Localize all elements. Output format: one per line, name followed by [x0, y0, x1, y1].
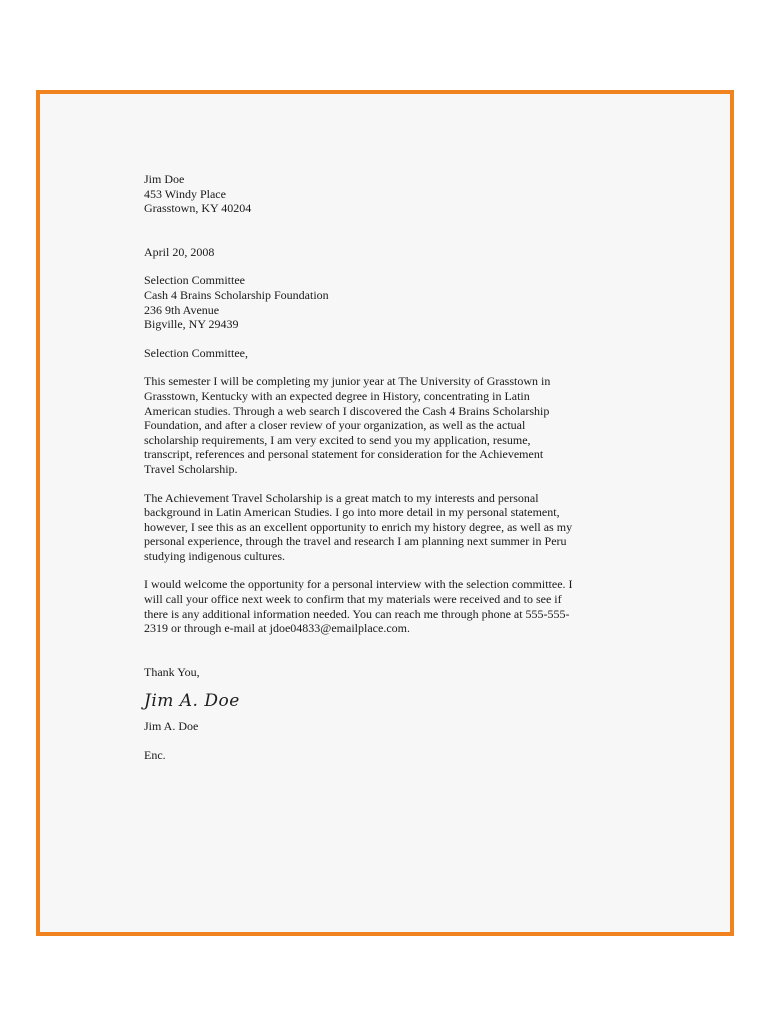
recipient-line-1: Selection Committee: [144, 273, 245, 288]
letter-date: April 20, 2008: [144, 244, 215, 259]
paragraph-line: however, I see this as an excellent opportunity to enrich my history degree, as well as my: [144, 519, 573, 534]
recipient-line-3: 236 9th Avenue: [144, 302, 220, 317]
paragraph-3: [144, 577, 634, 635]
sender-name: Jim Doe: [144, 172, 185, 186]
paragraph-line: studying indigenous cultures.: [144, 548, 285, 563]
letter-body: [144, 172, 634, 763]
paragraph-line: scholarship requirements, I am very excited to send you my application, resume,: [144, 432, 531, 447]
sender-address: [144, 172, 634, 216]
recipient-address: [144, 273, 634, 331]
enclosure: Enc.: [144, 748, 166, 763]
paragraph-line: personal experience, through the travel and research I am planning next summer in Peru: [144, 534, 567, 549]
paragraph-line: American studies. Through a web search I discovered the Cash 4 Brains Scholarship: [144, 403, 550, 418]
paragraph-line: Foundation, and after a closer review of your organization, as well as the actual: [144, 418, 526, 433]
paragraph-line: The Achievement Travel Scholarship is a great match to my interests and personal: [144, 490, 539, 505]
closing: Thank You,: [144, 664, 200, 679]
paragraph-line: there is any additional information needed. You can reach me through phone at 555-555-: [144, 606, 570, 621]
paragraph-line: Travel Scholarship.: [144, 461, 238, 476]
paragraph-line: This semester I will be completing my junior year at The University of Grasstown in: [144, 374, 551, 389]
typed-name: Jim A. Doe: [144, 719, 199, 734]
paragraph-line: I would welcome the opportunity for a personal interview with the selection committee. I: [144, 577, 573, 592]
paragraph-1: [144, 374, 634, 476]
salutation: Selection Committee,: [144, 345, 248, 360]
recipient-line-4: Bigville, NY 29439: [144, 317, 239, 332]
paragraph-line: will call your office next week to confirm that my materials were received and to see if: [144, 592, 562, 607]
document-page: [36, 90, 734, 936]
paragraph-line: 2319 or through e-mail at jdoe04833@emailplace.com.: [144, 621, 410, 636]
paragraph-2: [144, 491, 634, 564]
sender-street: 453 Windy Place: [144, 186, 226, 201]
sender-city: Grasstown, KY 40204: [144, 201, 252, 216]
signature: Jim A. Doe: [144, 691, 240, 712]
paragraph-line: Grasstown, Kentucky with an expected degree in History, concentrating in Latin: [144, 388, 530, 403]
recipient-line-2: Cash 4 Brains Scholarship Foundation: [144, 287, 329, 302]
paragraph-line: background in Latin American Studies. I go into more detail in my personal statement,: [144, 505, 560, 520]
paragraph-line: transcript, references and personal statement for consideration for the Achievement: [144, 447, 544, 462]
